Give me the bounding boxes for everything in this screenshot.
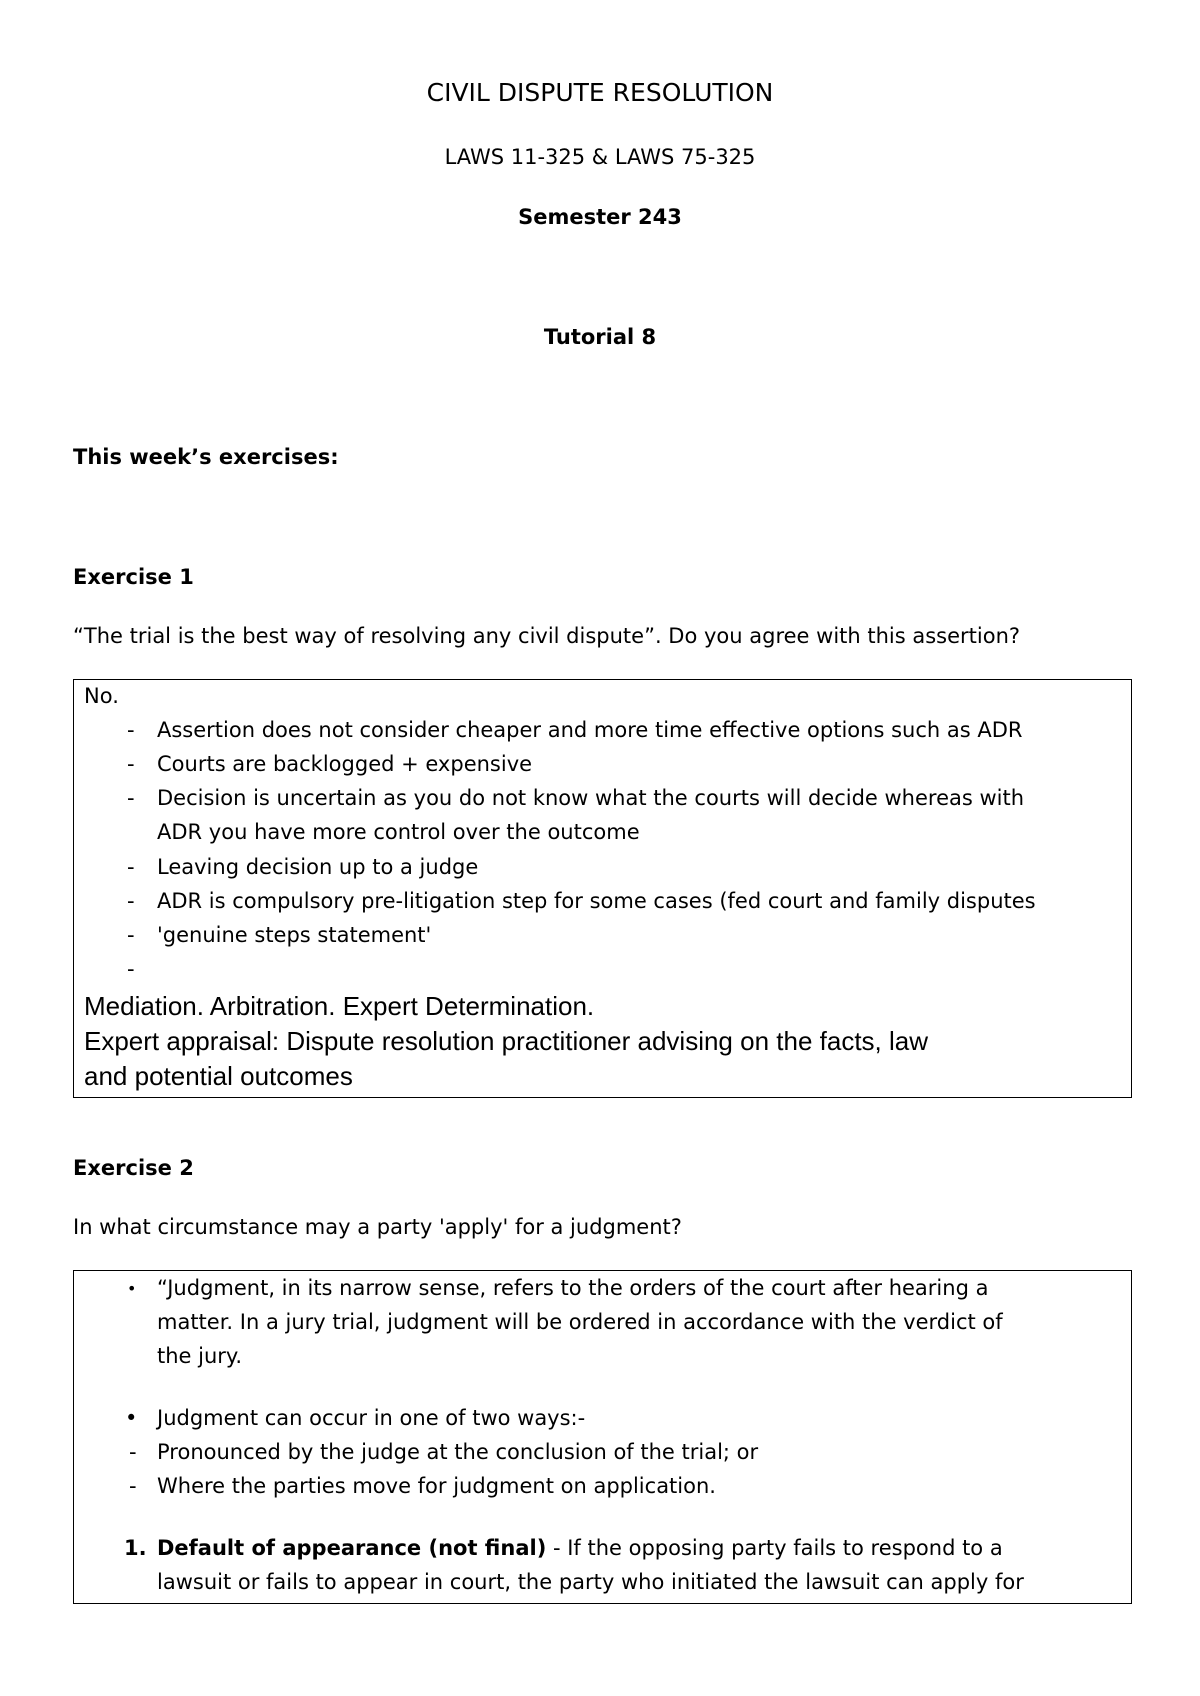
document-title: CIVIL DISPUTE RESOLUTION bbox=[426, 78, 774, 107]
dash-marker: - bbox=[127, 923, 135, 947]
quote-line: “Judgment, in its narrow sense, refers to the orders of the court after hearing a bbox=[157, 1276, 989, 1300]
dash-marker: - bbox=[129, 1440, 137, 1464]
semester-label: Semester 243 bbox=[518, 205, 682, 229]
expert-appraisal-line-2: and potential outcomes bbox=[84, 1061, 353, 1091]
quote-line: the jury. bbox=[157, 1344, 243, 1368]
way-item: Where the parties move for judgment on application. bbox=[157, 1474, 716, 1498]
tutorial-label: Tutorial 8 bbox=[543, 325, 657, 349]
adr-options-line: Mediation. Arbitration. Expert Determination. bbox=[84, 991, 595, 1021]
dash-marker: - bbox=[127, 957, 135, 981]
exercise-2-question: In what circumstance may a party 'apply' for a judgment? bbox=[73, 1215, 682, 1239]
numbered-item-text: - If the opposing party fails to respond to a bbox=[546, 1536, 1003, 1560]
exercise-1-answer-box: No. - Assertion does not consider cheaper and more time effective options such as ADR - Courts are backlogged + expensive - Decision is uncertain as you do not know what the courts will decide whereas with ADR you have more control over the outcome - Leaving decision up to a judge - ADR is compulsory pre-litigation step for some cases (fed court and family disputes - 'genuine steps statement' - Mediation. Arbitration. Expert Determination. Expert appraisal: Dispute resolution practitioner advising on the facts, law and potential outcomes bbox=[73, 679, 1132, 1098]
numbered-item-continuation: lawsuit or fails to appear in court, the party who initiated the lawsuit can apply for bbox=[157, 1570, 1024, 1594]
dash-marker: - bbox=[129, 1474, 137, 1498]
quote-line: matter. In a jury trial, judgment will be ordered in accordance with the verdict of bbox=[157, 1310, 1003, 1334]
numbered-marker: 1. bbox=[124, 1536, 147, 1560]
ways-intro: Judgment can occur in one of two ways:- bbox=[157, 1406, 586, 1430]
exercises-heading: This week’s exercises: bbox=[73, 445, 339, 469]
dash-marker: - bbox=[127, 855, 135, 879]
dash-marker: - bbox=[127, 718, 135, 742]
numbered-item bbox=[157, 1536, 1003, 1560]
dash-marker: - bbox=[127, 889, 135, 913]
dash-marker: - bbox=[127, 752, 135, 776]
answer-first-line: No. bbox=[84, 684, 119, 708]
expert-appraisal-line: Expert appraisal: Dispute resolution practitioner advising on the facts, law bbox=[84, 1026, 928, 1056]
exercise-2-answer-box bbox=[73, 1270, 1132, 1604]
bullet-marker: • bbox=[125, 1406, 138, 1430]
exercise-1-heading: Exercise 1 bbox=[73, 565, 194, 589]
way-item: Pronounced by the judge at the conclusion of the trial; or bbox=[157, 1440, 759, 1464]
numbered-item-title: Default of appearance (not final) bbox=[157, 1536, 547, 1560]
dash-marker: - bbox=[127, 786, 135, 810]
exercise-2-heading: Exercise 2 bbox=[73, 1156, 194, 1180]
bullet-marker: • bbox=[127, 1279, 137, 1298]
exercise-1-question: “The trial is the best way of resolving any civil dispute”. Do you agree with this assertion? bbox=[73, 624, 1021, 648]
course-codes: LAWS 11-325 & LAWS 75-325 bbox=[444, 145, 756, 169]
